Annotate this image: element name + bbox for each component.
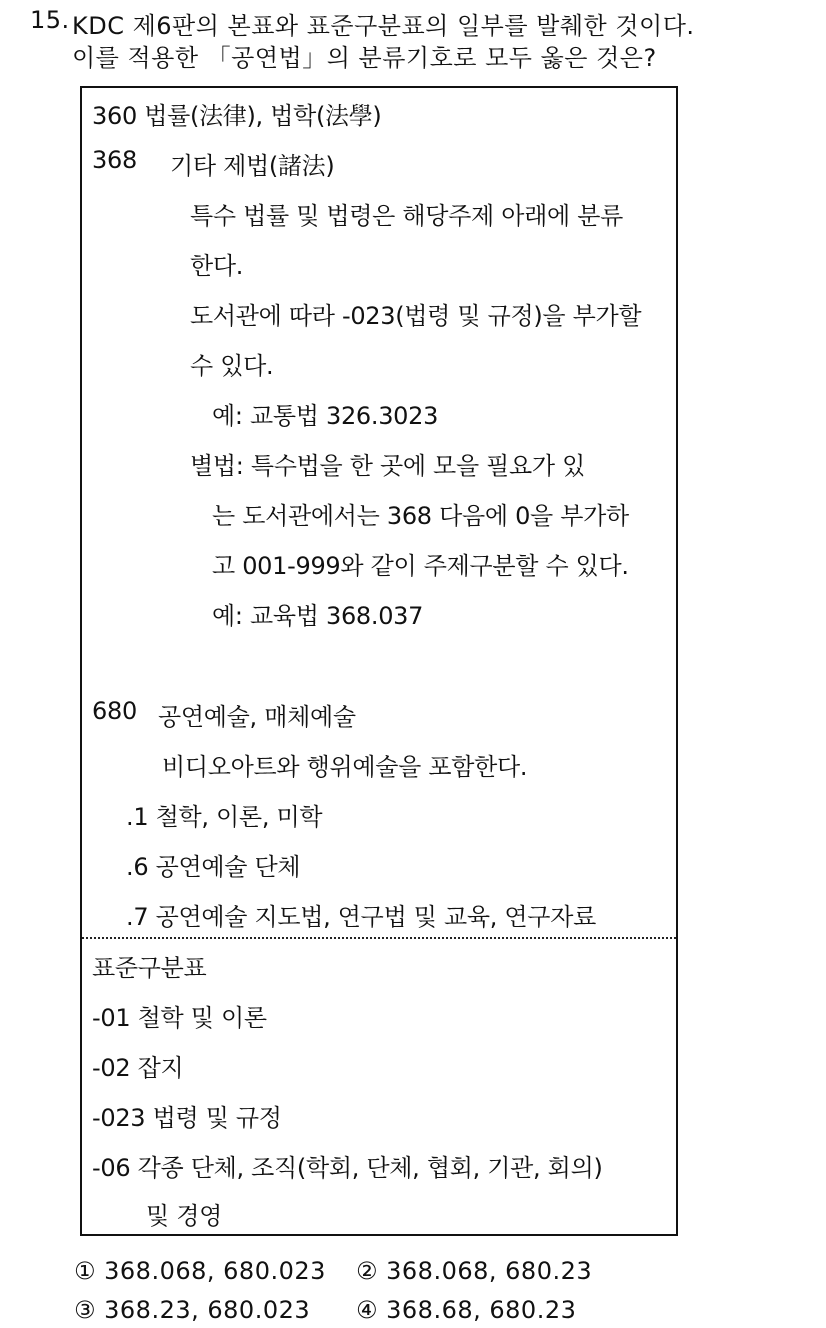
entry-680-note: 비디오아트와 행위예술을 포함한다.	[162, 753, 528, 781]
entry-368-example1: 예: 교통법 326.3023	[212, 402, 439, 430]
entry-360: 360 법률(法律), 법학(法學)	[92, 102, 382, 130]
entry-368-code: 368	[92, 146, 137, 174]
entry-680-6: .6 공연예술 단체	[126, 853, 301, 881]
standard-entry-02: -02 잡지	[92, 1054, 184, 1082]
entry-368-title: 기타 제법(諸法)	[170, 152, 335, 180]
standard-entry-06-line2: 및 경영	[146, 1202, 222, 1230]
entry-368-example2: 예: 교육법 368.037	[212, 602, 424, 630]
standard-entry-023: -023 법령 및 규정	[92, 1104, 282, 1132]
standard-entry-01: -01 철학 및 이론	[92, 1004, 267, 1032]
entry-368-note1-line1: 특수 법률 및 법령은 해당주제 아래에 분류	[190, 202, 624, 230]
standard-table-title: 표준구분표	[92, 954, 207, 982]
entry-680-code: 680	[92, 697, 137, 725]
choice-1[interactable]: ① 368.068, 680.023	[74, 1257, 326, 1285]
entry-680-title: 공연예술, 매체예술	[158, 703, 356, 731]
entry-368-alt-line3: 고 001-999와 같이 주제구분할 수 있다.	[212, 552, 629, 580]
entry-368-note2-line2: 수 있다.	[190, 352, 274, 380]
question-number: 15.	[30, 6, 70, 34]
question-stem-line1: KDC 제6판의 본표와 표준구분표의 일부를 발췌한 것이다.	[72, 12, 695, 40]
table-separator	[82, 937, 676, 939]
choice-3[interactable]: ③ 368.23, 680.023	[74, 1296, 311, 1324]
choice-4[interactable]: ④ 368.68, 680.23	[356, 1296, 577, 1324]
standard-entry-06-line1: -06 각종 단체, 조직(학회, 단체, 협회, 기관, 회의)	[92, 1154, 603, 1182]
entry-368-alt-line1: 별법: 특수법을 한 곳에 모을 필요가 있	[190, 452, 586, 480]
question-stem-line2: 이를 적용한 「공연법」의 분류기호로 모두 옳은 것은?	[72, 44, 657, 72]
entry-368-note2-line1: 도서관에 따라 -023(법령 및 규정)을 부가할	[190, 302, 642, 330]
entry-680-1: .1 철학, 이론, 미학	[126, 803, 323, 831]
choice-2[interactable]: ② 368.068, 680.23	[356, 1257, 593, 1285]
entry-680-7: .7 공연예술 지도법, 연구법 및 교육, 연구자료	[126, 903, 596, 931]
entry-368-alt-line2: 는 도서관에서는 368 다음에 0을 부가하	[212, 502, 629, 530]
entry-368-note1-line2: 한다.	[190, 252, 244, 280]
